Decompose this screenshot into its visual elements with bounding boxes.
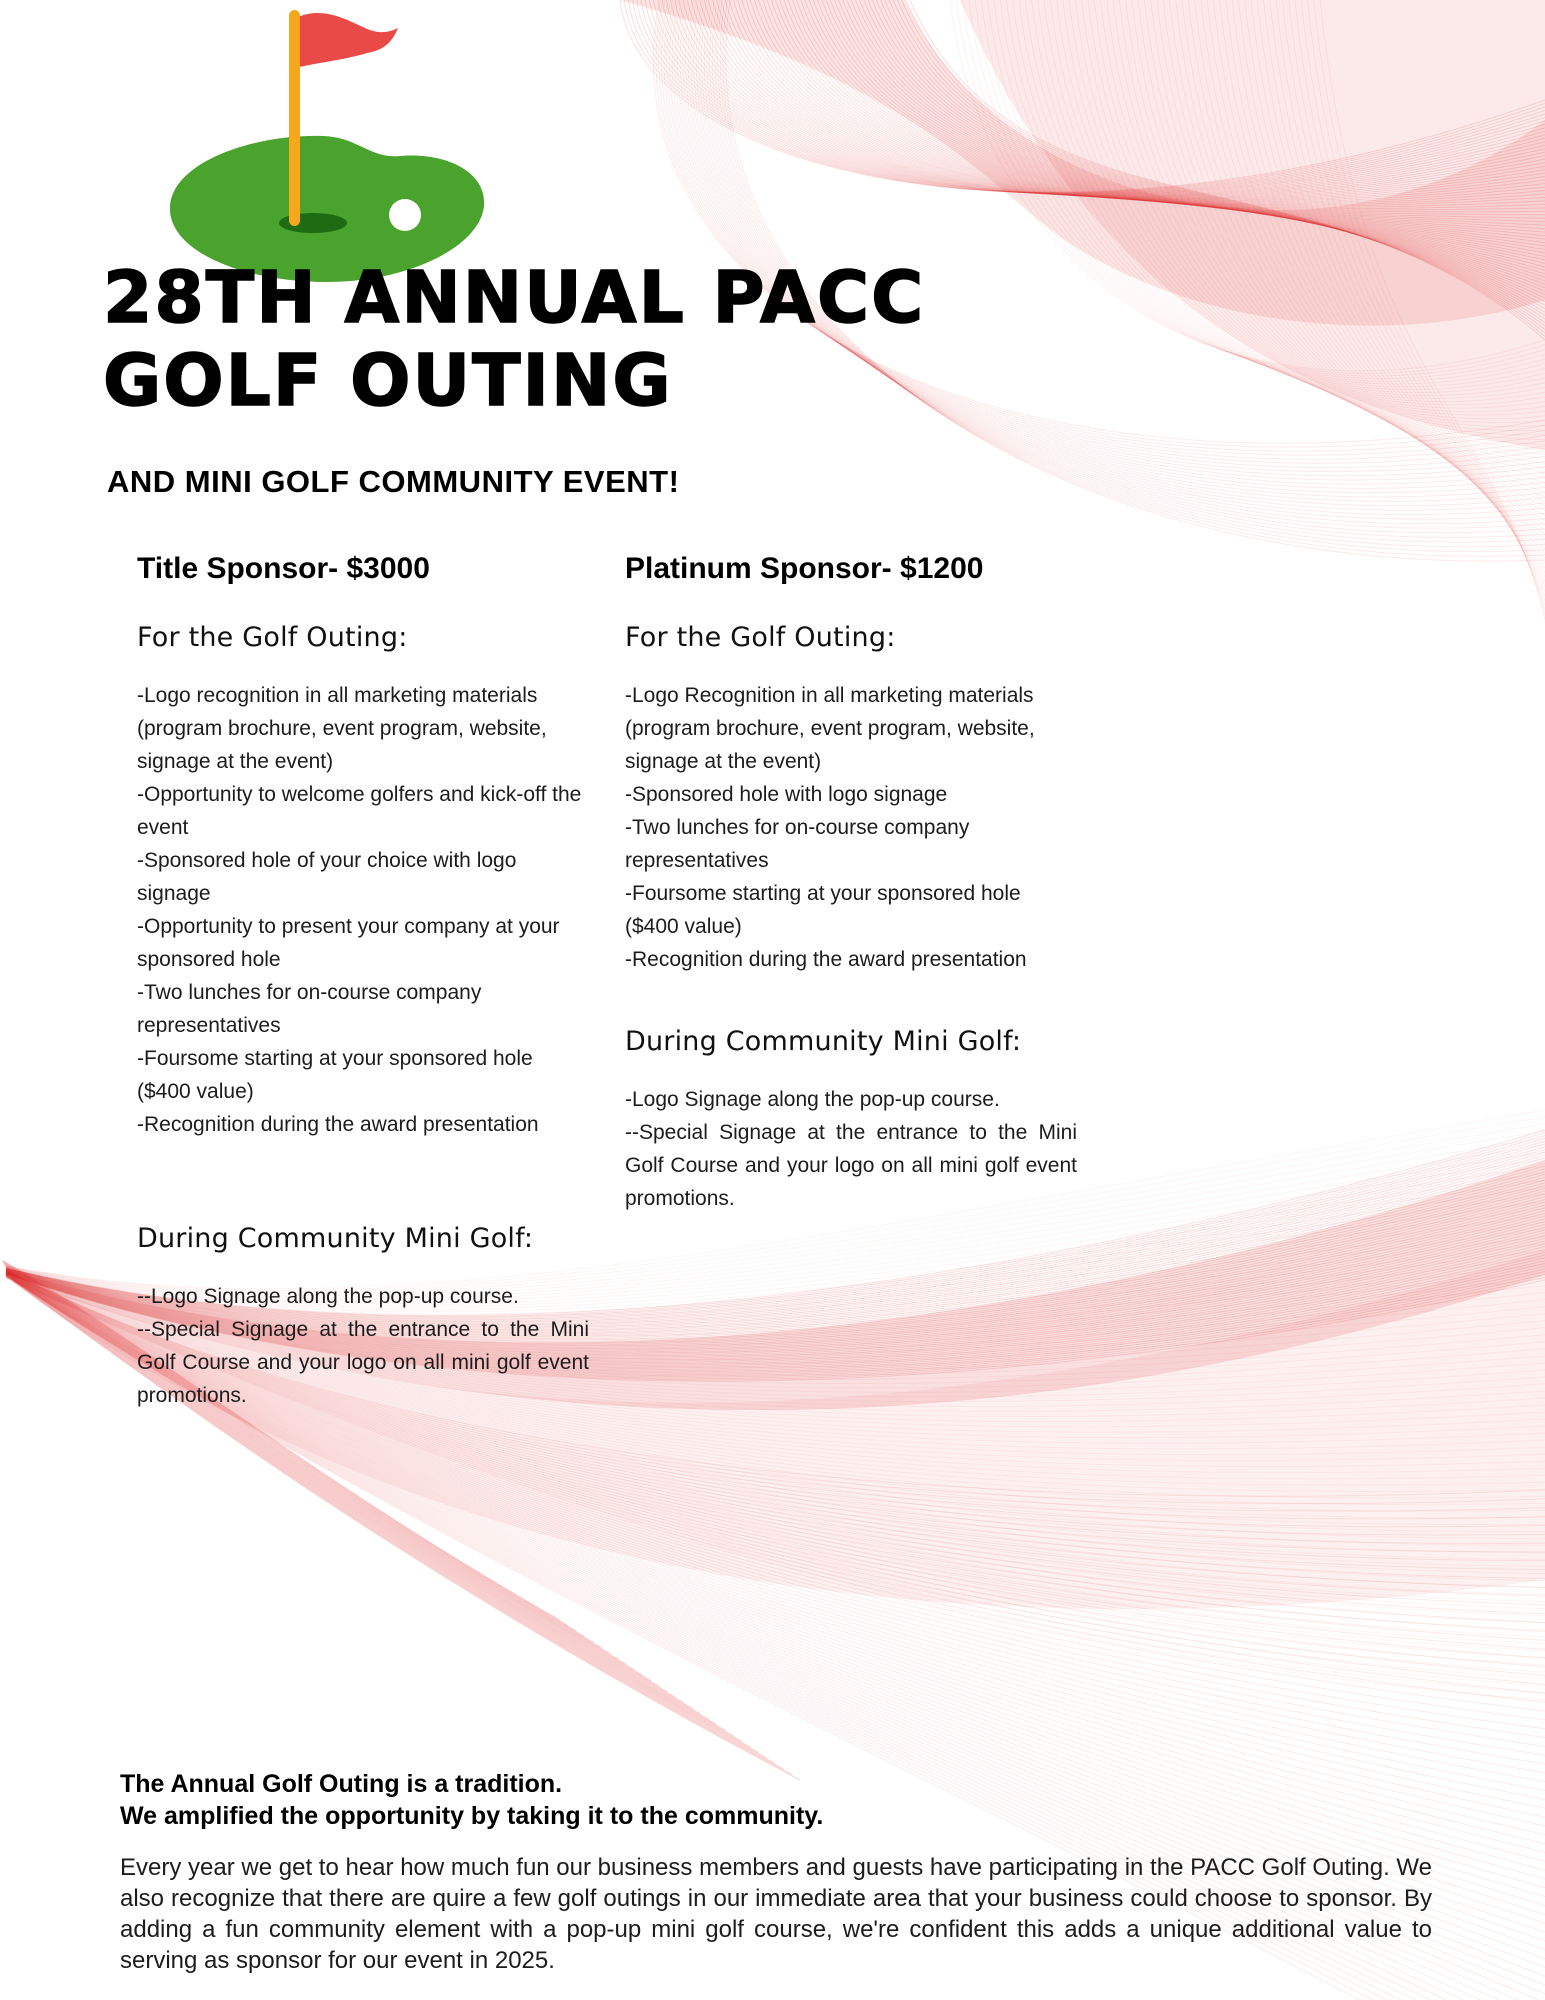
footer-paragraph: Every year we get to hear how much fun our business members and guests have participating in the PACC Golf Outing. We also recognize that there are quire a few golf outings in our immediate area that your business could choose to sponsor. By adding a fun community element with a pop-up mini golf course, we're confident this adds a unique additional value to serving as sponsor for our event in 2025.: [120, 1854, 1432, 1974]
platinum-sponsor-column: [625, 552, 1077, 1215]
golf-ball: [389, 199, 421, 231]
benefit-item: --Special Signage at the entrance to the Mini Golf Course and your logo on all mini golf event promotions.: [137, 1318, 589, 1407]
title-line-2: GOLF OUTING: [103, 339, 673, 422]
page-title: [103, 256, 925, 422]
flag-pole: [289, 10, 300, 226]
footer-bold-line: We amplified the opportunity by taking it to the community.: [120, 1802, 824, 1830]
footer-bold-line: The Annual Golf Outing is a tradition.: [120, 1770, 563, 1798]
footer-section: [120, 1768, 1432, 1976]
benefit-item: -Two lunches for on-course company representatives: [137, 981, 482, 1037]
benefit-item: -Two lunches for on-course company representatives: [625, 816, 970, 872]
sponsor-heading: Platinum Sponsor- $1200: [625, 552, 984, 585]
benefit-item: -Foursome starting at your sponsored hole ($400 value): [625, 882, 1021, 938]
benefit-item: -Sponsored hole of your choice with logo signage: [137, 849, 517, 905]
benefit-item: -Logo Signage along the pop-up course.: [625, 1088, 1000, 1111]
flag: [298, 13, 398, 67]
benefit-item: -Recognition during the award presentation: [625, 948, 1027, 971]
mini-golf-subheading: During Community Mini Golf:: [137, 1223, 534, 1254]
benefit-item: -Opportunity to present your company at your sponsored hole: [137, 915, 560, 971]
benefit-item: -Opportunity to welcome golfers and kick-off the event: [137, 783, 582, 839]
benefit-item: -Logo Recognition in all marketing materials (program brochure, event program, website, signage at the event): [625, 684, 1035, 773]
page-subtitle: AND MINI GOLF COMMUNITY EVENT!: [107, 464, 680, 499]
golf-outing-subheading: For the Golf Outing:: [137, 622, 408, 653]
benefit-item: -Foursome starting at your sponsored hole ($400 value): [137, 1047, 533, 1103]
title-line-1: 28TH ANNUAL PACC: [103, 256, 926, 339]
benefit-item: -Sponsored hole with logo signage: [625, 783, 948, 806]
golf-green-icon: [158, 4, 493, 294]
benefit-item: --Special Signage at the entrance to the Mini Golf Course and your logo on all mini golf event promotions.: [625, 1121, 1077, 1210]
sponsor-heading: Title Sponsor- $3000: [137, 552, 430, 585]
benefit-item: -Logo recognition in all marketing materials (program brochure, event program, website, signage at the event): [137, 684, 547, 773]
mini-golf-subheading: During Community Mini Golf:: [625, 1026, 1022, 1057]
benefit-item: --Logo Signage along the pop-up course.: [137, 1285, 519, 1308]
benefit-item: -Recognition during the award presentation: [137, 1113, 539, 1136]
golf-outing-subheading: For the Golf Outing:: [625, 622, 896, 653]
title-sponsor-column: [137, 552, 589, 1412]
wave-fill: [960, 0, 1545, 450]
